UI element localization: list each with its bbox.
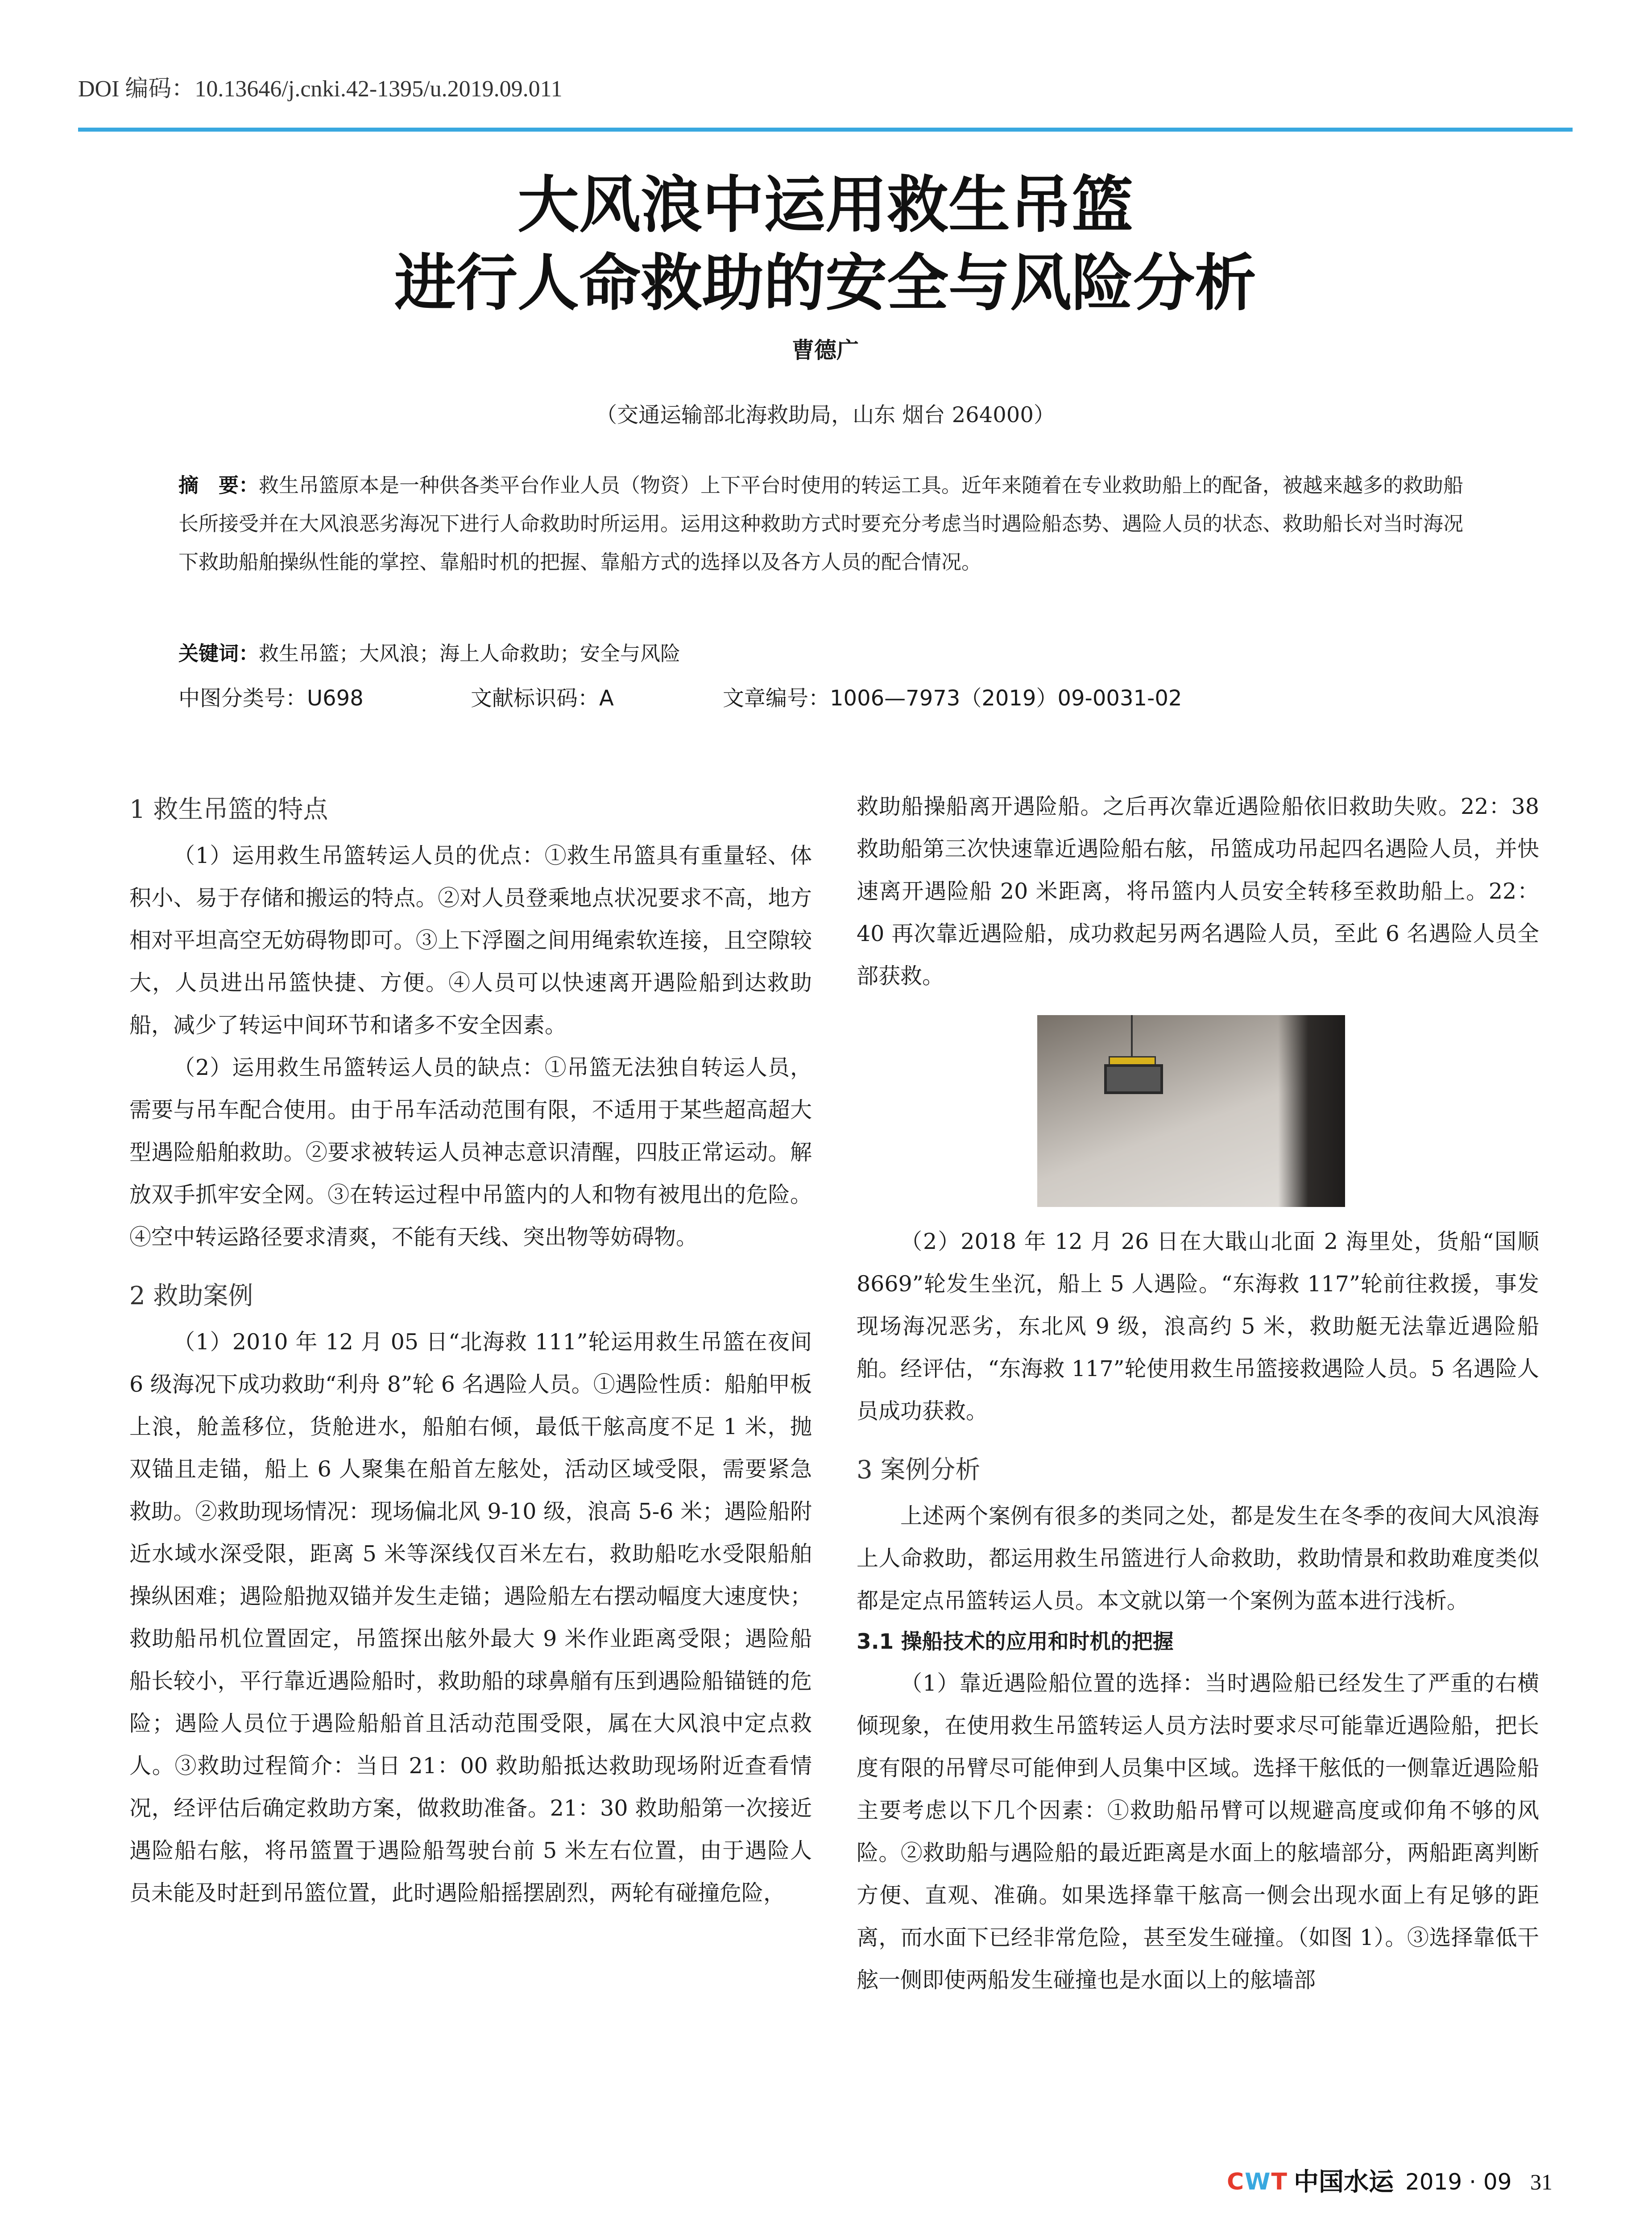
section-3-paragraph-1: 上述两个案例有很多的类同之处，都是发生在冬季的夜间大风浪海上人命救助，都运用救生吊篮进行人命救助，救助情景和救助难度类似都是定点吊篮转运人员。本文就以第一个案例为蓝本进行浅析。 <box>857 1503 1539 1613</box>
page-number: 31 <box>1530 2169 1553 2194</box>
section-3-heading: 3 案例分析 <box>857 1456 981 1485</box>
section-3-1-heading: 3.1 操船技术的应用和时机的把握 <box>857 1630 1174 1654</box>
photo-basket <box>1104 1064 1163 1094</box>
magazine-name: 中国水运 <box>1294 2167 1394 2197</box>
cwt-logo-w: W <box>1245 2169 1271 2195</box>
right-column <box>857 785 1539 2001</box>
article-title-line1: 大风浪中运用救生吊篮 <box>517 169 1133 241</box>
keywords <box>178 636 1481 672</box>
article-number: 文章编号：1006—7973（2019）09-0031-02 <box>723 686 1182 711</box>
article-title-line2: 进行人命救助的安全与风险分析 <box>394 247 1256 319</box>
case-1-continuation: 救助船操船离开遇险船。之后再次靠近遇险船依旧救助失败。22：38 救助船第三次快速靠近遇险船右舷，吊篮成功吊起四名遇险人员，并快速离开遇险船 20 米距离，将吊篮内人员安全转移至救助船上。22：40 再次靠近遇险船，成功救起另两名遇险人员，至此 6 名遇险人员全部获救。 <box>857 794 1539 989</box>
abstract <box>178 466 1481 581</box>
keywords-label: 关键词： <box>178 642 259 665</box>
document-code: 文献标识码：A <box>471 686 614 711</box>
author-affiliation: （交通运输部北海救助局，山东 烟台 264000） <box>596 402 1055 427</box>
header-rule <box>78 128 1573 132</box>
issue-number: 2019 · 09 <box>1405 2169 1512 2195</box>
section-1-paragraph-1: （1）运用救生吊篮转运人员的优点：①救生吊篮具有重量轻、体积小、易于存储和搬运的特点。②对人员登乘地点状况要求不高，地方相对平坦高空无妨碍物即可。③上下浮圈之间用绳索软连接，且空隙较大，人员进出吊篮快捷、方便。④人员可以快速离开遇险船到达救助船，减少了转运中间环节和诸多不安全因素。 <box>129 843 812 1038</box>
cwt-logo-c: C <box>1227 2169 1245 2195</box>
keywords-text: 救生吊篮；大风浪；海上人命救助；安全与风险 <box>259 642 681 665</box>
photo-ship-hull <box>1278 1015 1345 1207</box>
cwt-logo <box>1227 2164 1288 2200</box>
cwt-logo-t: T <box>1271 2169 1288 2195</box>
abstract-text: 救生吊篮原本是一种供各类平台作业人员（物资）上下平台时使用的转运工具。近年来随着在专业救助船上的配备，被越来越多的救助船长所接受并在大风浪恶劣海况下进行人命救助时所运用。运用这种救助方式时要充分考虑当时遇险船态势、遇险人员的状态、救助船长对当时海况下救助船舶操纵性能的掌控、靠船时机的把握、靠船方式的选择以及各方人员的配合情况。 <box>178 473 1464 574</box>
clc-number: 中图分类号：U698 <box>178 686 364 711</box>
abstract-label: 摘 要： <box>178 473 259 497</box>
section-2-paragraph-1: （1）2010 年 12 月 05 日“北海救 111”轮运用救生吊篮在夜间 6 级海况下成功救助“利舟 8”轮 6 名遇险人员。①遇险性质：船舶甲板上浪，舱盖移位，货舱进水，船舶右倾，最低干舷高度不足 1 米，抛双锚且走锚，船上 6 人聚集在船首左舷处，活动区域受限，需要紧急救助。②救助现场情况：现场偏北风 9-10 级，浪高 5-6 米；遇险船附近水域水深受限，距离 5 米等深线仅百米左右，救助船吃水受限船舶操纵困难；遇险船抛双锚并发生走锚；遇险船左右摆动幅度大速度快；救助船吊机位置固定，吊篮探出舷外最大 9 米作业距离受限；遇险船船长较小，平行靠近遇险船时，救助船的球鼻艏有压到遇险船锚链的危险；遇险人员位于遇险船船首且活动范围受限，属在大风浪中定点救人。③救助过程简介：当日 21：00 救助船抵达救助现场附近查看情况，经评估后确定救助方案，做救助准备。21：30 救助船第一次接近遇险船右舷，将吊篮置于遇险船驾驶台前 5 米左右位置，由于遇险人员未能及时赶到吊篮位置，此时遇险船摇摆剧烈，两轮有碰撞危险， <box>129 1329 812 1906</box>
section-1-paragraph-2: （2）运用救生吊篮转运人员的缺点：①吊篮无法独自转运人员，需要与吊车配合使用。由于吊车活动范围有限，不适用于某些超高超大型遇险船舶救助。②要求被转运人员神志意识清醒，四肢正常运动。解放双手抓牢安全网。③在转运过程中吊篮内的人和物有被甩出的危险。 ④空中转运路径要求清爽，不能有天线、突出物等妨碍物。 <box>129 1055 812 1250</box>
author-name: 曹德广 <box>792 337 859 363</box>
section-2-heading: 2 救助案例 <box>129 1281 253 1310</box>
photo-crane-wire <box>1131 1015 1133 1057</box>
rescue-basket-photo <box>1037 1015 1345 1207</box>
case-2-paragraph: （2）2018 年 12 月 26 日在大戢山北面 2 海里处，货船“国顺 8669”轮发生坐沉，船上 5 人遇险。“东海救 117”轮前往救援，事发现场海况恶劣，东北风 9 级，浪高约 5 米，救助艇无法靠近遇险船舶。经评估，“东海救 117”轮使用救生吊篮接救遇险人员。5 名遇险人员成功获救。 <box>857 1229 1539 1424</box>
section-3-1-paragraph-1: （1）靠近遇险船位置的选择：当时遇险船已经发生了严重的右横倾现象，在使用救生吊篮转运人员方法时要求尽可能靠近遇险船，把长度有限的吊臂尽可能伸到人员集中区域。选择干舷低的一侧靠近遇险船主要考虑以下几个因素：①救助船吊臂可以规避高度或仰角不够的风险。②救助船与遇险船的最近距离是水面上的舷墙部分，两船距离判断方便、直观、准确。如果选择靠干舷高一侧会出现水面上有足够的距离，而水面下已经非常危险，甚至发生碰撞。（如图 1）。③选择靠低干舷一侧即使两船发生碰撞也是水面以上的舷墙部 <box>857 1671 1539 1993</box>
left-column <box>129 785 812 1914</box>
section-1-heading: 1 救生吊篮的特点 <box>129 795 328 824</box>
doi-line: DOI 编码：10.13646/j.cnki.42-1395/u.2019.09.011 <box>78 76 563 102</box>
